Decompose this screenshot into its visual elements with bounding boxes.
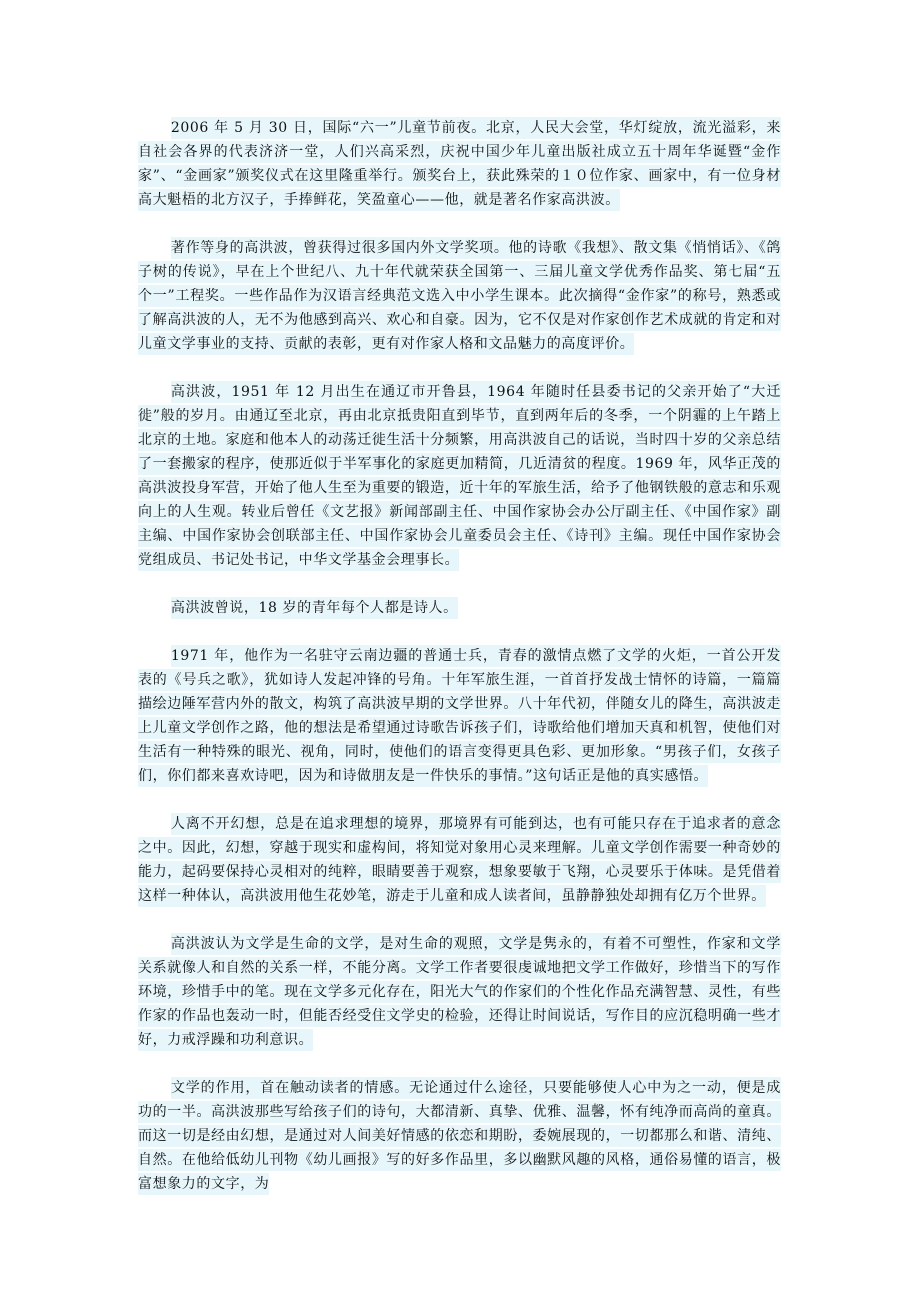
- paragraph-text: 2006 年 5 月 30 日，国际“六一”儿童节前夜。北京，人民大会堂，华灯绽放，流光溢彩，来自社会各界的代表济济一堂，人们兴高采烈，庆祝中国少年儿童出版社成立五十周年华诞暨“金作家”、“金画家”颁奖仪式在这里隆重举行。颁奖台上，获此殊荣的１０位作家、画家中，有一位身材高大魁梧的北方汉子，手捧鲜花，笑盈童心——他，就是著名作家高洪波。: [138, 117, 781, 211]
- paragraph-text: 文学的作用，首在触动读者的情感。无论通过什么途径，只要能够使人心中为之一动，便是成功的一半。高洪波那些写给孩子们的诗句，大都清新、真挚、优雅、温馨，怀有纯净而高尚的童真。而这一切是经由幻想，是通过对人间美好情感的依恋和期盼，委婉展现的，一切都那么和谐、清纯、自然。在他给低幼儿刊物《幼儿画报》写的好多作品里，多以幽默风趣的风格，通俗易懂的语言，极富想象力的文字，为: [138, 1077, 781, 1195]
- paragraph-literature-view: [138, 932, 781, 1052]
- paragraph-text: 1971 年，他作为一名驻守云南边疆的普通士兵，青春的激情点燃了文学的火炬，一首公开发表的《号兵之歌》，犹如诗人发起冲锋的号角。十年军旅生涯，一首首抒发战士情怀的诗篇，一篇篇描绘边陲军营内外的散文，构筑了高洪波早期的文学世界。八十年代初，伴随女儿的降生，高洪波走上儿童文学创作之路，他的想法是希望通过诗歌告诉孩子们，诗歌给他们增加天真和机智，使他们对生活有一种特殊的眼光、视角，同时，使他们的语言变得更具色彩、更加形象。“男孩子们，女孩子们，你们都来喜欢诗吧，因为和诗做朋友是一件快乐的事情。”这句话正是他的真实感悟。: [138, 645, 781, 787]
- paragraph-text: 高洪波曾说，18 岁的青年每个人都是诗人。: [171, 597, 458, 619]
- paragraph-award-ceremony: [138, 116, 781, 212]
- document-page: [138, 116, 781, 1220]
- paragraph-quote: [138, 596, 781, 620]
- paragraph-achievements: [138, 236, 781, 356]
- paragraph-text: 人离不开幻想，总是在追求理想的境界，那境界有可能到达，也有可能只存在于追求者的意念之中。因此，幻想，穿越于现实和虚构间，将知觉对象用心灵来理解。儿童文学创作需要一种奇妙的能力，起码要保持心灵相对的纯粹，眼睛要善于观察，想象要敏于飞翔，心灵要乐于体味。是凭借着这样一种体认，高洪波用他生花妙笔，游走于儿童和成人读者间，虽静静独处却拥有亿万个世界。: [138, 813, 781, 907]
- paragraph-text: 高洪波，1951 年 12 月出生在通辽市开鲁县，1964 年随时任县委书记的父亲开始了“大迁徙”般的岁月。由通辽至北京，再由北京抵贵阳直到毕节，直到两年后的冬季，一个阴霾的上午踏上北京的土地。家庭和他本人的动荡迁徙生活十分频繁，用高洪波自己的话说，当时四十岁的父亲总结了一套搬家的程序，使那近似于半军事化的家庭更加精简，几近清贫的程度。1969 年，风华正茂的高洪波投身军营，开始了他人生至为重要的锻造，近十年的军旅生活，给予了他钢铁般的意志和乐观向上的人生观。转业后曾任《文艺报》新闻部副主任、中国作家协会办公厅副主任、《中国作家》副主编、中国作家协会创联部主任、中国作家协会儿童委员会主任、《诗刊》主编。现任中国作家协会党组成员、书记处书记，中华文学基金会理事长。: [138, 381, 781, 571]
- paragraph-literature-role: [138, 1076, 781, 1196]
- paragraph-text: 著作等身的高洪波，曾获得过很多国内外文学奖项。他的诗歌《我想》、散文集《悄悄话》、《鸽子树的传说》，早在上个世纪八、九十年代就荣获全国第一、三届儿童文学优秀作品奖、第七届“五个一”工程奖。一些作品作为汉语言经典范文选入中小学生课本。此次摘得“金作家”的称号，熟悉或了解高洪波的人，无不为他感到高兴、欢心和自豪。因为，它不仅是对作家创作艺术成就的肯定和对儿童文学事业的支持、贡献的表彰，更有对作家人格和文品魅力的高度评价。: [138, 237, 781, 355]
- paragraph-biography: [138, 380, 781, 572]
- paragraph-military-poetry: [138, 644, 781, 788]
- paragraph-imagination: [138, 812, 781, 908]
- paragraph-text: 高洪波认为文学是生命的文学，是对生命的观照，文学是隽永的，有着不可塑性，作家和文学关系就像人和自然的关系一样，不能分离。文学工作者要很虔诚地把文学工作做好，珍惜当下的写作环境，珍惜手中的笔。现在文学多元化存在，阳光大气的作家们的个性化作品充满智慧、灵性，有些作家的作品也轰动一时，但能否经受住文学史的检验，还得让时间说话，写作目的应沉稳明确一些才好，力戒浮躁和功利意识。: [138, 933, 781, 1051]
